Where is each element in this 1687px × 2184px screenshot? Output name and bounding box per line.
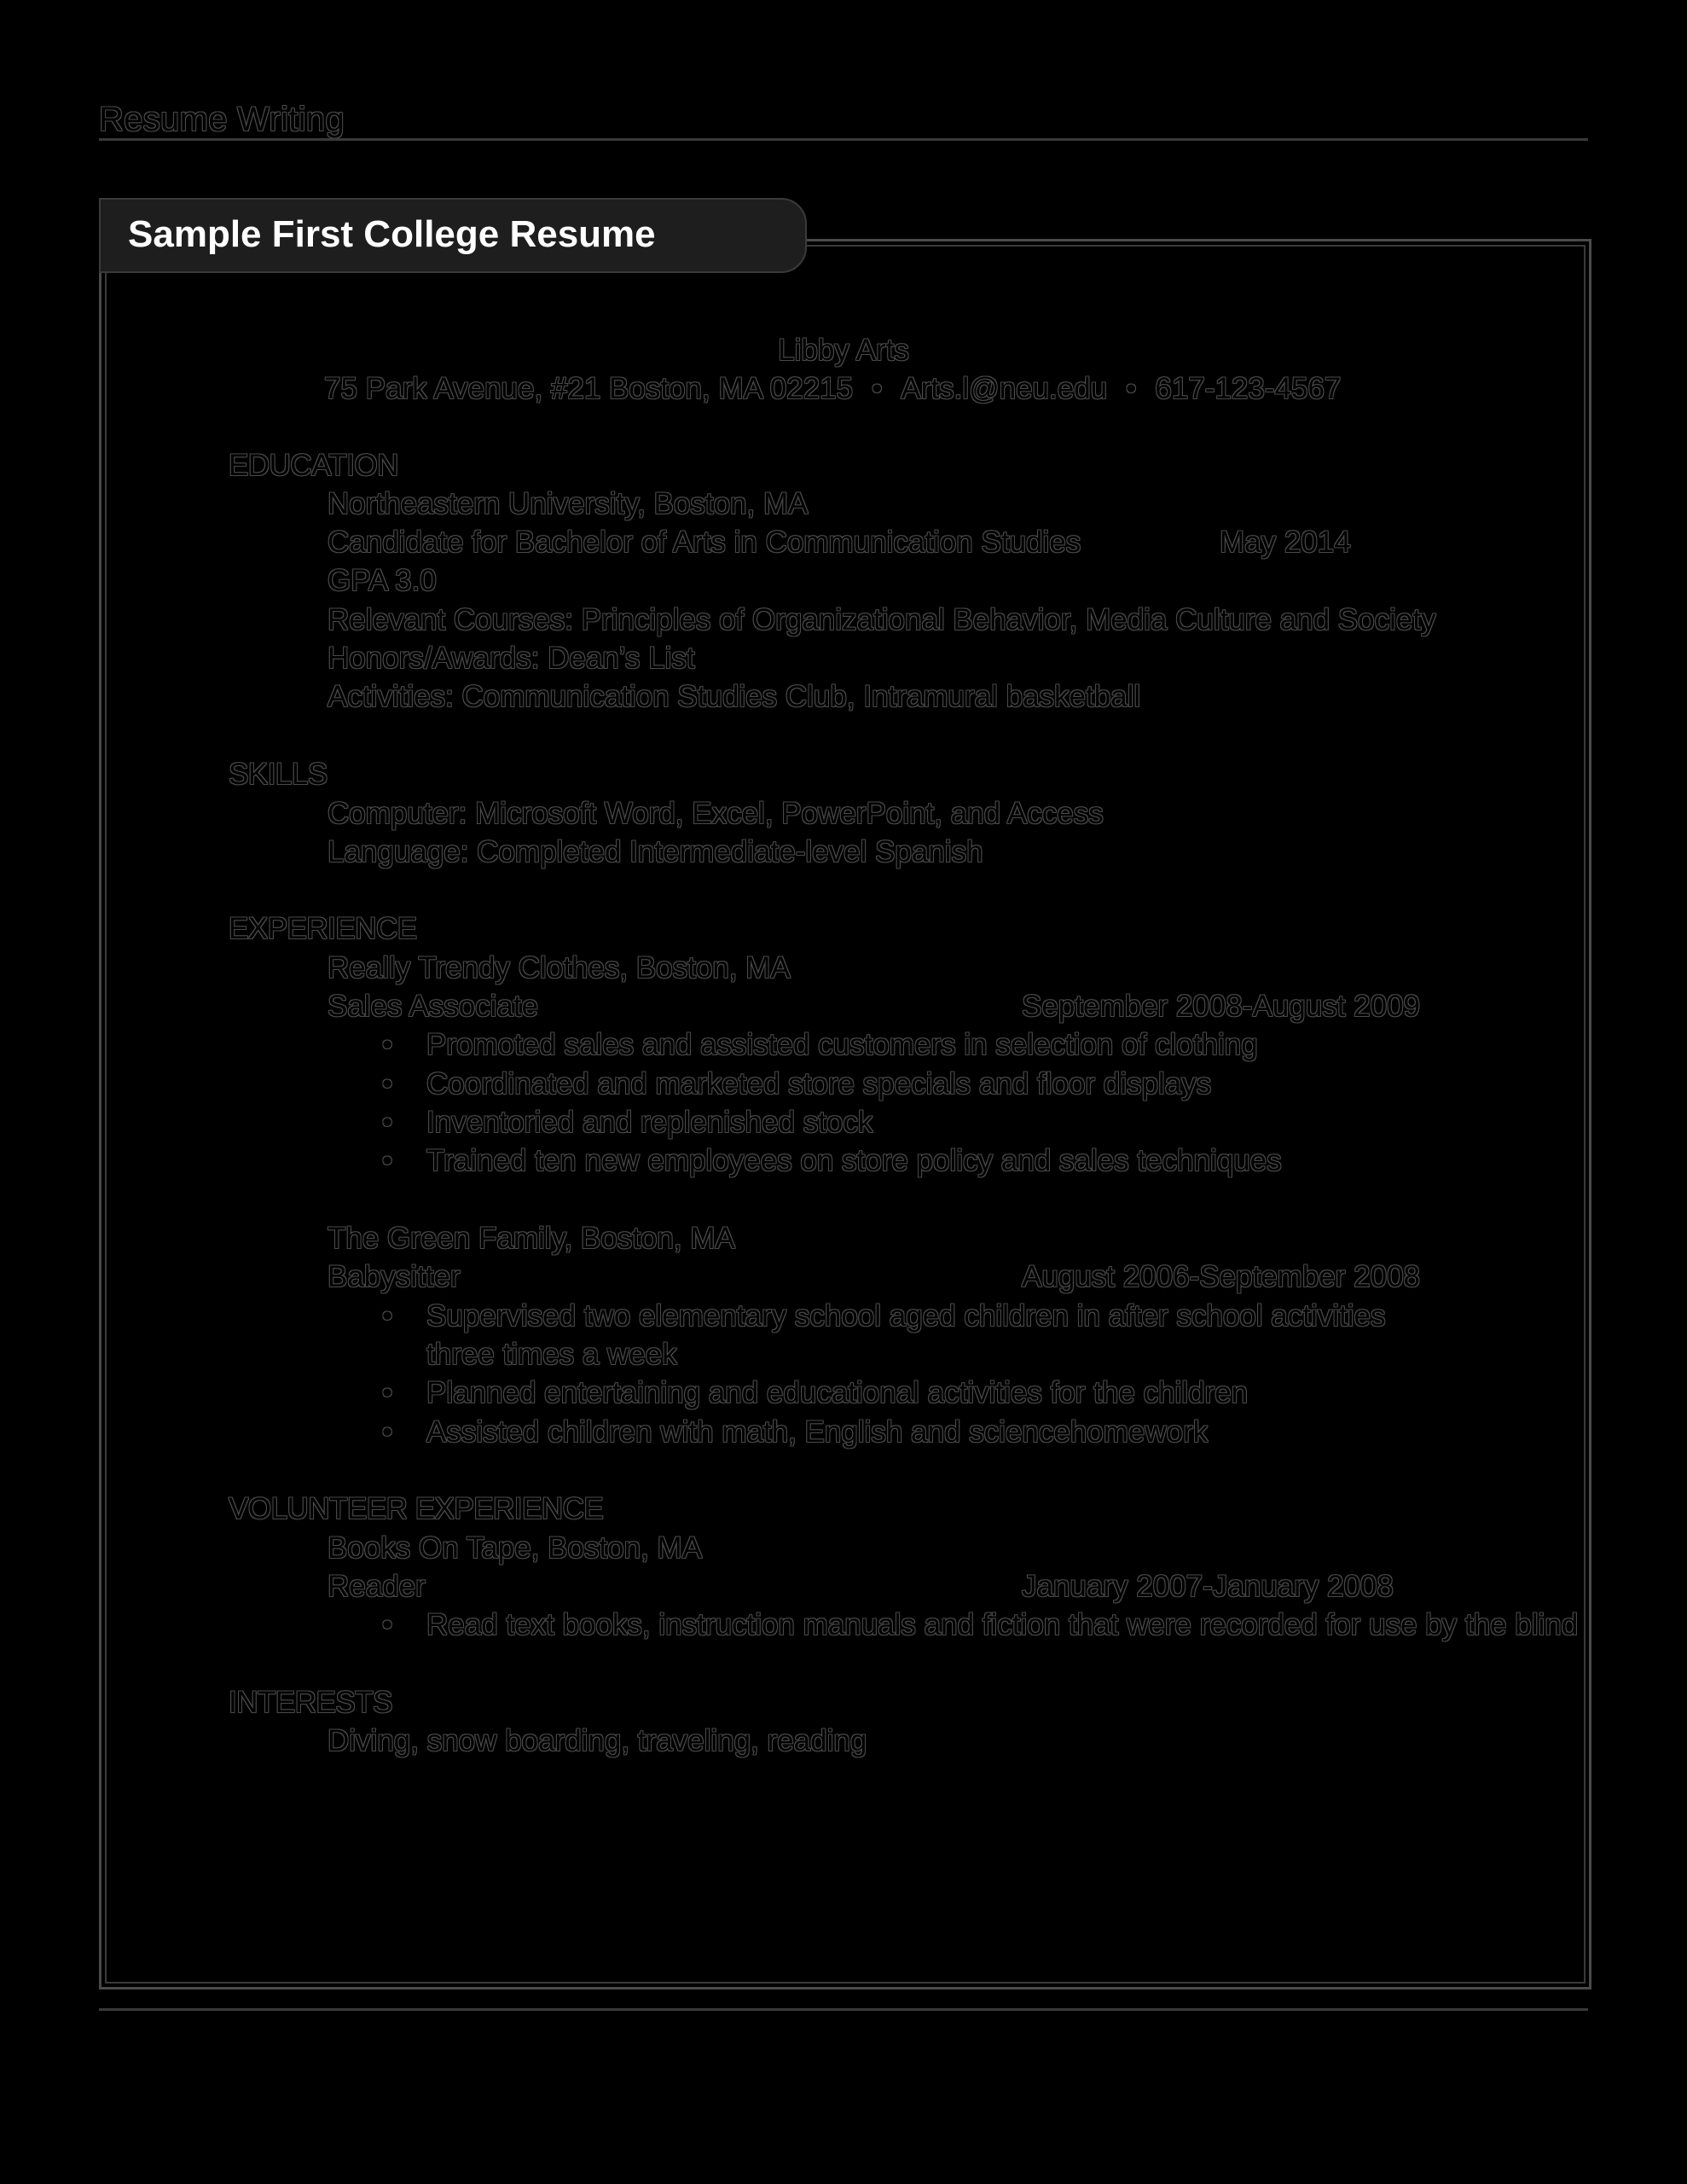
education-gpa: GPA 3.0 [328,564,437,597]
job-employer: Really Trendy Clothes, Boston, MA [328,951,791,985]
interests-heading: INTERESTS [229,1686,392,1719]
contact-separator: • [872,372,883,405]
volunteer-dates: January 2007-January 2008 [1022,1570,1394,1603]
job-dates: September 2008-August 2009 [1022,990,1420,1023]
bullet-marker: • [382,1144,393,1177]
job-bullet: Supervised two elementary school aged children in after school activities [426,1299,1386,1333]
contact-phone: 617-123-4567 [1155,372,1342,405]
job-bullet-continuation: three times a week [426,1338,677,1371]
contact-email: Arts.l@neu.edu [901,372,1108,405]
job-title: Sales Associate [328,990,539,1023]
skills-heading: SKILLS [229,758,328,791]
page-header-label: Resume Writing [99,101,345,138]
job-bullet: Inventoried and replenished stock [426,1106,873,1139]
experience-heading: EXPERIENCE [229,912,417,945]
bullet-marker: • [382,1106,393,1139]
job-bullet: Promoted sales and assisted customers in selection of clothing [426,1028,1258,1061]
education-honors: Honors/Awards: Dean’s List [328,642,695,675]
job-bullet: Trained ten new employees on store policy and sales techniques [426,1144,1282,1177]
contact-separator: • [1126,372,1137,405]
contact-line [324,369,1341,409]
job-bullet: Planned entertaining and educational activities for the children [426,1376,1249,1409]
volunteer-title: Reader [328,1570,426,1603]
education-courses: Relevant Courses: Principles of Organizational Behavior, Media Culture and Society [328,603,1436,636]
bullet-marker: • [382,1299,393,1333]
interests-text: Diving, snow boarding, traveling, reading [328,1724,867,1757]
education-school: Northeastern University, Boston, MA [328,487,809,520]
education-degree: Candidate for Bachelor of Arts in Communication Studies [328,526,1081,559]
contact-address: 75 Park Avenue, #21 Boston, MA 02215 [324,372,854,405]
bullet-marker: • [382,1376,393,1409]
bullet-marker: • [382,1067,393,1101]
job-bullet: Assisted children with math, English and sciencehomework [426,1415,1209,1449]
volunteer-employer: Books On Tape, Boston, MA [328,1531,703,1565]
resume-name: Libby Arts [778,334,909,367]
bullet-marker: • [382,1028,393,1061]
skills-computer: Computer: Microsoft Word, Excel, PowerPoint, and Access [328,797,1104,830]
footer-divider [99,2008,1588,2011]
volunteer-heading: VOLUNTEER EXPERIENCE [229,1492,604,1525]
bullet-marker: • [382,1608,393,1641]
job-employer: The Green Family, Boston, MA [328,1222,735,1255]
title-tab-text: Sample First College Resume [128,213,656,255]
bullet-marker: • [382,1415,393,1449]
job-bullet: Coordinated and marketed store specials and floor displays [426,1067,1212,1101]
job-title: Babysitter [328,1260,461,1293]
education-heading: EDUCATION [229,449,399,482]
education-degree-date: May 2014 [1220,526,1351,559]
education-activities: Activities: Communication Studies Club, Intramural basketball [328,680,1141,713]
job-dates: August 2006-September 2008 [1022,1260,1420,1293]
volunteer-bullet: Read text books, instruction manuals and fiction that were recorded for use by the blind [426,1608,1579,1641]
skills-language: Language: Completed Intermediate-level Spanish [328,835,983,868]
